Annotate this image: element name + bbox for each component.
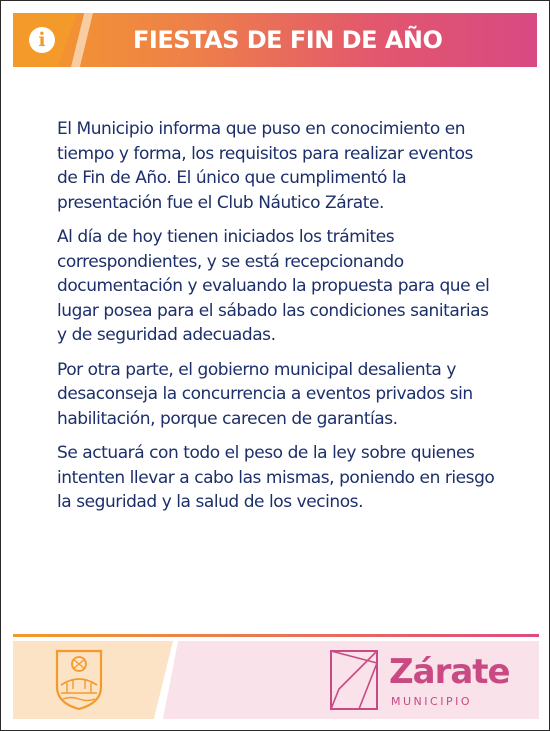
notice-body xyxy=(57,117,497,525)
brand-name: Zárate xyxy=(389,652,510,692)
header-bar xyxy=(13,13,537,67)
brand-subtitle: MUNICIPIO xyxy=(391,695,472,708)
paragraph-3: Por otra parte, el gobierno municipal desalienta y desaconseja la concurrencia a eventos privados sin habilitación, porque carecen de garantías. xyxy=(57,359,473,429)
zarate-logo-icon xyxy=(329,649,379,711)
paragraph-2: Al día de hoy tienen iniciados los trámites correspondientes, y se está recepcionando documentación y evaluando la propuesta para que el lugar posea para el sábado las condiciones sanitarias y de seguridad adecuadas. xyxy=(57,227,490,345)
paragraph-4: Se actuará con todo el peso de la ley sobre quienes intenten llevar a cabo las mismas, poniendo en riesgo la seguridad y la salud de los vecinos. xyxy=(57,443,495,512)
paragraph-1: El Municipio informa que puso en conocimiento en tiempo y forma, los requisitos para realizar eventos de Fin de Año. El único que cumplimentó la presentación fue el Club Náutico Zárate. xyxy=(57,119,473,213)
municipal-shield-icon xyxy=(53,647,105,711)
info-icon-glyph: i xyxy=(38,28,46,51)
footer-bar xyxy=(13,641,539,719)
page-title: FIESTAS DE FIN DE AÑO xyxy=(133,26,443,54)
info-icon xyxy=(29,27,55,53)
header-stripe xyxy=(71,13,93,67)
footer-divider xyxy=(13,634,539,637)
